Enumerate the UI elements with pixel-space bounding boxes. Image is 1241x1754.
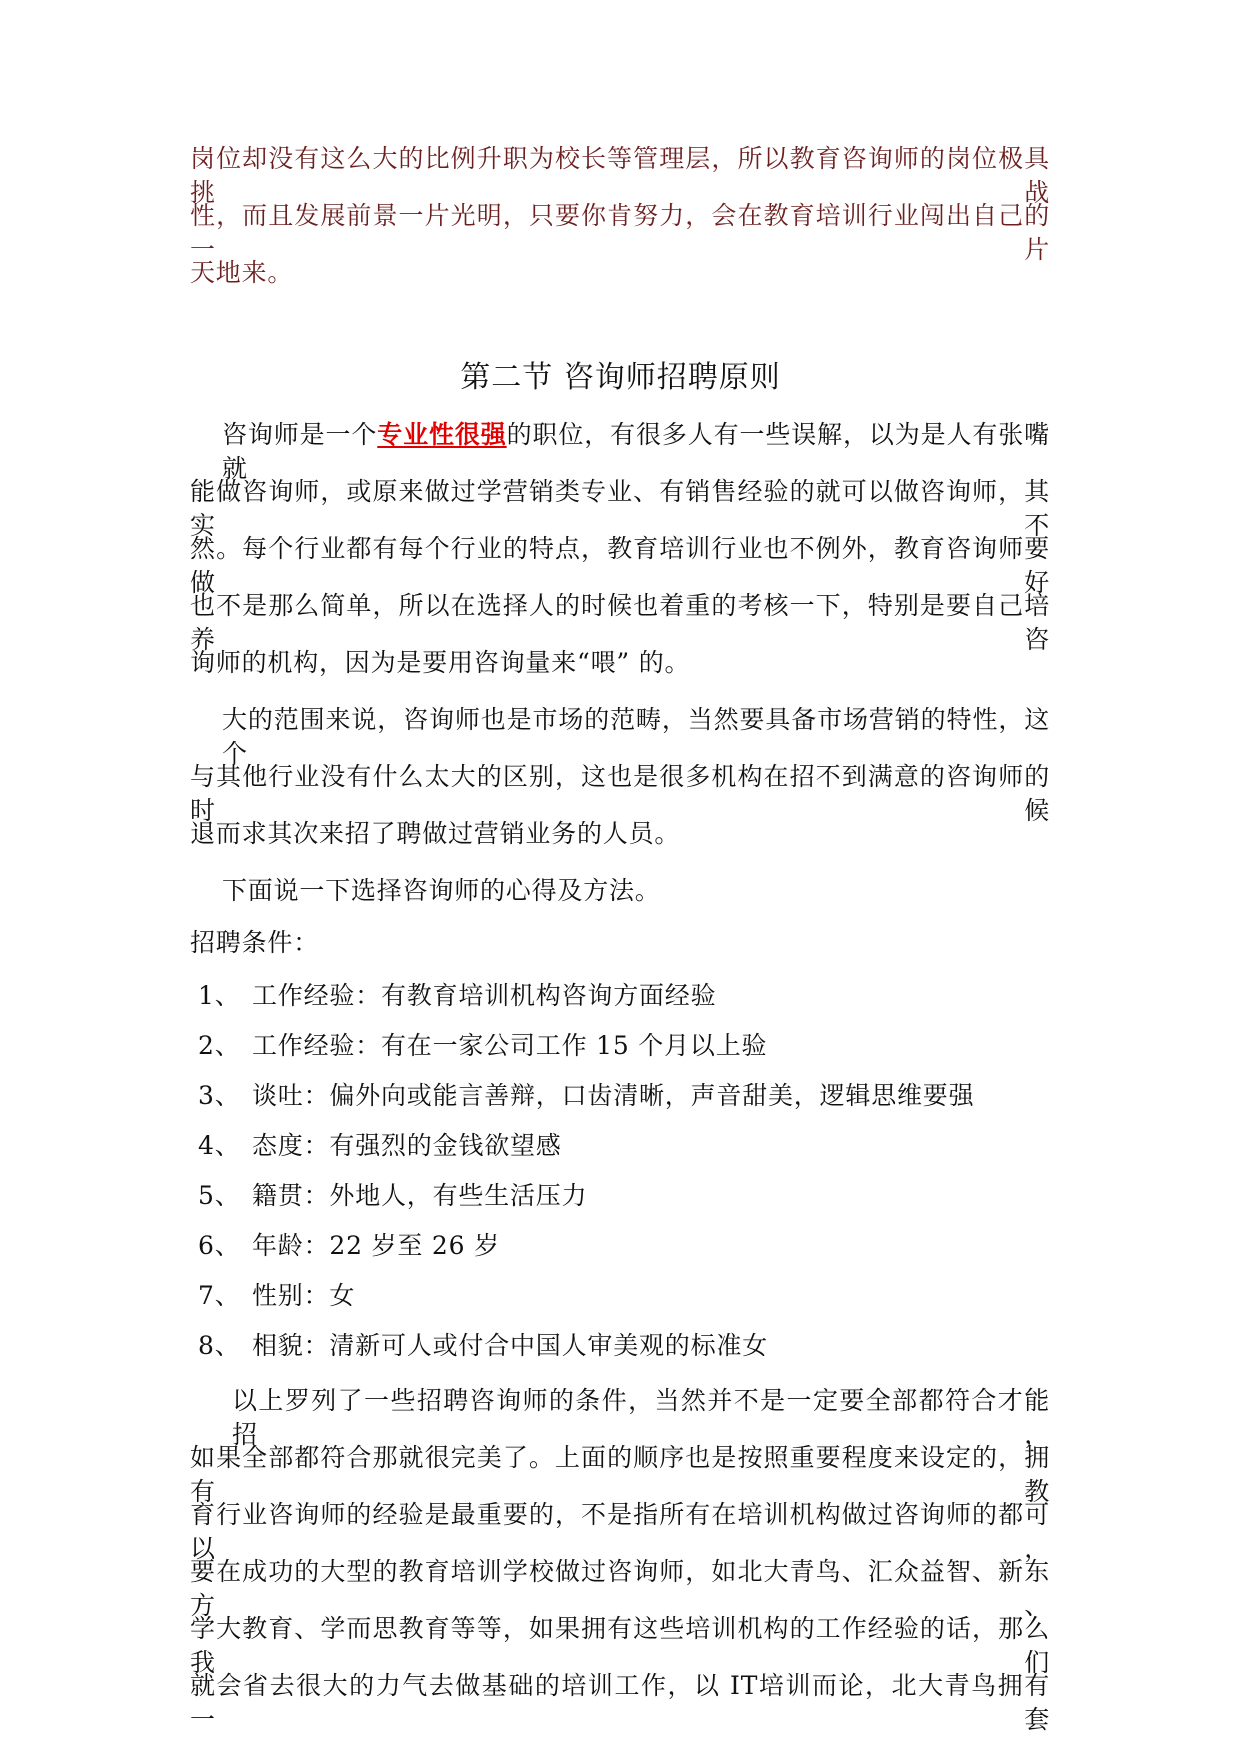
para1-text-before: 咨询师是一个 [222,420,378,449]
para1-line-3: 然。每个行业都有每个行业的特点，教育培训行业也不例外，教育咨询师要做好 [190,534,1050,597]
para3-line: 下面说一下选择咨询师的心得及方法。 [222,876,661,905]
intro-line-2: 性，而且发展前景一片光明，只要你肯努力，会在教育培训行业闯出自己的一片 [190,201,1050,264]
list-item-text: 性别：女 [252,1281,356,1310]
para4-line-1: 以上罗列了一些招聘咨询师的条件，当然并不是一定要全部都符合才能招， [232,1386,1050,1449]
para4-line-2: 如果全部都符合那就很完美了。上面的顺序也是按照重要程度来设定的，拥有教 [190,1443,1050,1506]
intro-line-3: 天地来。 [190,258,294,287]
list-item [198,1179,1058,1213]
list-item-text: 工作经验：有在一家公司工作 15 个月以上验 [252,1031,768,1060]
list-item [198,1129,1058,1163]
para4-line-5: 学大教育、学而思教育等等，如果拥有这些培训机构的工作经验的话，那么我们 [190,1614,1050,1677]
para1-line-2: 能做咨询师，或原来做过学营销类专业、有销售经验的就可以做咨询师，其实不 [190,477,1050,540]
para4-line-3: 育行业咨询师的经验是最重要的，不是指所有在培训机构做过咨询师的都可以， [190,1500,1050,1563]
section-title: 第二节 咨询师招聘原则 [460,360,781,395]
list-item [198,1029,1058,1063]
conditions-label: 招聘条件： [190,928,320,957]
list-item-text: 态度：有强烈的金钱欲望感 [252,1131,562,1160]
list-item-text: 工作经验：有教育培训机构咨询方面经验 [252,981,717,1010]
para2-line-1: 大的范围来说，咨询师也是市场的范畴，当然要具备市场营销的特性，这个 [222,705,1050,768]
para2-line-3: 退而求其次来招了聘做过营销业务的人员。 [190,819,681,848]
para1-line-4: 也不是那么简单，所以在选择人的时候也着重的考核一下，特别是要自己培养咨 [190,591,1050,654]
list-item-text: 年龄：22 岁至 26 岁 [252,1231,500,1260]
list-item-number: 5、 [198,1181,241,1210]
list-item-text: 籍贯：外地人，有些生活压力 [252,1181,588,1210]
para4-line-4: 要在成功的大型的教育培训学校做过咨询师，如北大青鸟、汇众益智、新东方、 [190,1557,1050,1620]
list-item-number: 7、 [198,1281,241,1310]
list-item-number: 8、 [198,1331,241,1360]
para1-text-after: 的职位，有很多人有一些误解，以为是人有张嘴就 [222,420,1050,483]
list-item [198,1079,1058,1113]
list-item [198,1329,1058,1363]
intro-line-1: 岗位却没有这么大的比例升职为校长等管理层，所以教育咨询师的岗位极具挑战 [190,144,1050,207]
para2-line-2: 与其他行业没有什么太大的区别，这也是很多机构在招不到满意的咨询师的时候 [190,762,1050,825]
list-item-number: 1、 [198,981,241,1010]
list-item-text: 相貌：清新可人或付合中国人审美观的标准女 [252,1331,769,1360]
list-item-number: 2、 [198,1031,241,1060]
list-item [198,1279,1058,1313]
list-item-number: 4、 [198,1131,241,1160]
list-item-text: 谈吐：偏外向或能言善辩，口齿清晰，声音甜美，逻辑思维要强 [252,1081,975,1110]
para4-line-6: 就会省去很大的力气去做基础的培训工作，以 IT培训而论，北大青鸟拥有一套 [190,1671,1050,1734]
para1-highlight: 专业性很强 [377,420,507,449]
list-item-number: 3、 [198,1081,241,1110]
list-item [198,1229,1058,1263]
list-item [198,979,1058,1013]
para1-line-1 [222,418,1050,483]
para1-line-5: 询师的机构，因为是要用咨询量来“喂” 的。 [190,648,691,677]
list-item-number: 6、 [198,1231,241,1260]
